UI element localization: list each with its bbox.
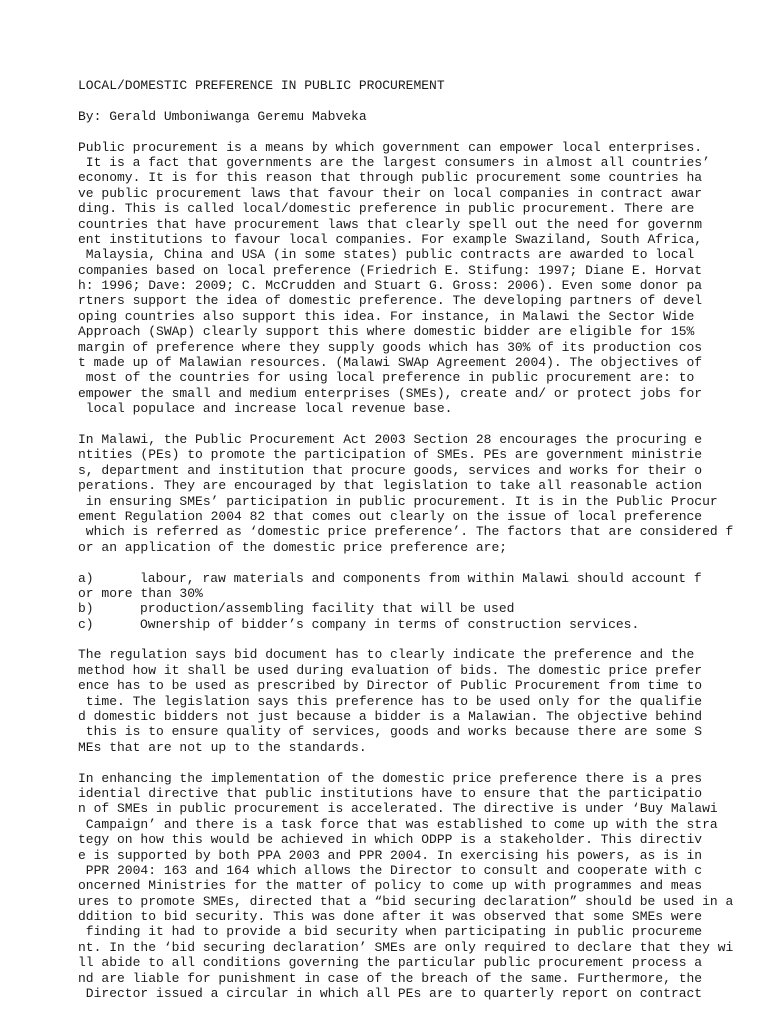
- paragraph-gap: [78, 417, 768, 432]
- text-line: ures to promote SMEs, directed that a “bid securing declaration” should be used in a: [78, 893, 734, 909]
- text-line: or an application of the domestic price preference are;: [78, 539, 508, 555]
- text-line: this is to ensure quality of services, goods and works because there are some S: [78, 724, 703, 740]
- paragraph-gap: [78, 632, 768, 647]
- text-line: time. The legislation says this preference has to be used only for the qualifie: [78, 693, 703, 709]
- text-line: Public procurement is a means by which government can empower local enterprises.: [78, 139, 703, 155]
- text-line: nt. In the ‘bid securing declaration’ SMEs are only required to declare that they wi: [78, 939, 734, 955]
- text-line: ement Regulation 2004 82 that comes out clearly on the issue of local preference: [78, 508, 703, 524]
- text-line: d domestic bidders not just because a bidder is a Malawian. The objective behind: [78, 709, 703, 725]
- text-line: ent institutions to favour local companies. For example Swaziland, South Africa,: [78, 231, 703, 247]
- paragraph-3: [78, 647, 768, 755]
- text-line: s, department and institution that procure goods, services and works for their o: [78, 462, 703, 478]
- text-line: tegy on how this would be achieved in which ODPP is a stakeholder. This directiv: [78, 832, 703, 848]
- text-line: ding. This is called local/domestic preference in public procurement. There are: [78, 201, 695, 217]
- factor-list: [78, 571, 768, 633]
- text-line: perations. They are encouraged by that legislation to take all reasonable action: [78, 478, 703, 494]
- text-line: companies based on local preference (Friedrich E. Stifung: 1997; Diane E. Horvat: [78, 262, 703, 278]
- text-line: ddition to bid security. This was done after it was observed that some SMEs were: [78, 909, 703, 925]
- text-line: nd are liable for punishment in case of the breach of the same. Furthermore, the: [78, 970, 703, 986]
- paragraph-gap: [78, 755, 768, 770]
- list-item-text: labour, raw materials and components from within Malawi should account f: [140, 570, 702, 586]
- text-line: n of SMEs in public procurement is accelerated. The directive is under ‘Buy Malawi: [78, 801, 718, 817]
- text-line: Malaysia, China and USA (in some states) public contracts are awarded to local: [78, 247, 695, 263]
- text-line: Approach (SWAp) clearly support this where domestic bidder are eligible for 15%: [78, 324, 695, 340]
- text-line: which is referred as ‘domestic price preference’. The factors that are considered f: [78, 524, 734, 540]
- text-line: margin of preference where they supply goods which has 30% of its production cos: [78, 339, 703, 355]
- document-title: LOCAL/DOMESTIC PREFERENCE IN PUBLIC PROCUREMENT: [78, 78, 445, 93]
- list-item-continuation: or more than 30%: [78, 585, 203, 601]
- text-line: Campaign’ and there is a task force that was established to come up with the stra: [78, 816, 718, 832]
- text-line: oping countries also support this idea. For instance, in Malawi the Sector Wide: [78, 308, 695, 324]
- text-line: The regulation says bid document has to clearly indicate the preference and the: [78, 647, 695, 663]
- text-line: rtners support the idea of domestic preference. The developing partners of devel: [78, 293, 703, 309]
- text-line: economy. It is for this reason that through public procurement some countries ha: [78, 170, 703, 186]
- paragraph-2: [78, 432, 768, 555]
- text-line: local populace and increase local revenue base.: [78, 401, 453, 417]
- text-line: e is supported by both PPA 2003 and PPR 2004. In exercising his powers, as is in: [78, 847, 703, 863]
- text-line: h: 1996; Dave: 2009; C. McCrudden and Stuart G. Gross: 2006). Even some donor pa: [78, 278, 703, 294]
- list-marker: c): [78, 616, 94, 632]
- text-line: method how it shall be used during evaluation of bids. The domestic price prefer: [78, 662, 703, 678]
- text-line: oncerned Ministries for the matter of policy to come up with programmes and meas: [78, 878, 703, 894]
- text-line: In Malawi, the Public Procurement Act 2003 Section 28 encourages the procuring e: [78, 431, 703, 447]
- text-line: empower the small and medium enterprises (SMEs), create and/ or protect jobs for: [78, 385, 703, 401]
- text-line: most of the countries for using local preference in public procurement are: to: [78, 370, 695, 386]
- text-line: t made up of Malawian resources. (Malawi SWAp Agreement 2004). The objectives of: [78, 355, 703, 371]
- list-item-text: Ownership of bidder’s company in terms of construction services.: [140, 616, 640, 632]
- document-author: By: Gerald Umboniwanga Geremu Mabveka: [78, 108, 367, 124]
- text-line: ence has to be used as prescribed by Director of Public Procurement from time to: [78, 678, 703, 694]
- paragraph-4: [78, 771, 768, 1002]
- text-line: idential directive that public institutions have to ensure that the participatio: [78, 785, 703, 801]
- text-line: ntities (PEs) to promote the participation of SMEs. PEs are government ministrie: [78, 447, 703, 463]
- list-item: [78, 617, 768, 632]
- list-marker: a): [78, 570, 94, 586]
- text-line: ll abide to all conditions governing the particular public procurement process a: [78, 955, 703, 971]
- text-line: finding it had to provide a bid security when participating in public procureme: [78, 924, 703, 940]
- list-item: [78, 601, 768, 616]
- text-line: In enhancing the implementation of the domestic price preference there is a pres: [78, 770, 703, 786]
- text-line: MEs that are not up to the standards.: [78, 739, 367, 755]
- text-line: ve public procurement laws that favour their on local companies in contract awar: [78, 185, 703, 201]
- paragraph-1: [78, 140, 768, 417]
- text-line: PPR 2004: 163 and 164 which allows the Director to consult and cooperate with c: [78, 862, 703, 878]
- text-line: It is a fact that governments are the largest consumers in almost all countries’: [78, 154, 710, 170]
- paragraph-gap: [78, 555, 768, 570]
- list-marker: b): [78, 601, 94, 617]
- list-item: [78, 571, 768, 586]
- list-item-text: production/assembling facility that will be used: [140, 601, 515, 617]
- text-line: countries that have procurement laws that clearly spell out the need for governm: [78, 216, 703, 232]
- text-line: in ensuring SMEs’ participation in public procurement. It is in the Public Procur: [78, 493, 718, 509]
- text-line: Director issued a circular in which all PEs are to quarterly report on contract: [78, 986, 703, 1002]
